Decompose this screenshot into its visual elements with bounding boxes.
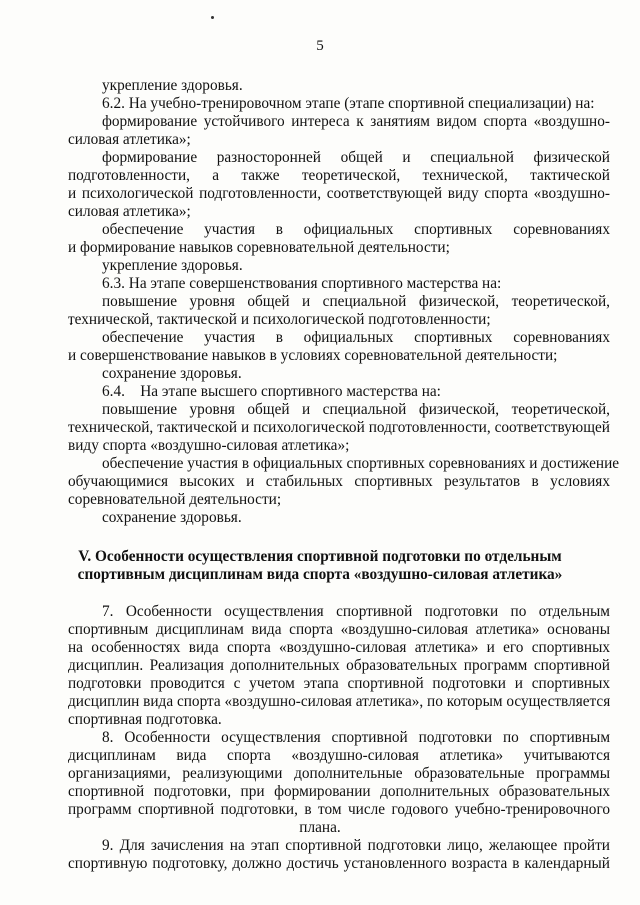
- text-line: подготовки проводится с учетом этапа спортивной подготовки и спортивных: [68, 675, 610, 692]
- text-line: и психологической подготовленности, соответствующей виду спорта «воздушно-: [68, 185, 610, 202]
- text-line: соревновательной деятельности;: [68, 491, 282, 508]
- text-line: обеспечение участия в официальных спортивных соревнованиях: [102, 221, 610, 238]
- text-line: виду спорта «воздушно-силовая атлетика»;: [68, 437, 350, 454]
- text-line: повышение уровня общей и специальной физической, теоретической,: [102, 401, 610, 418]
- text-line: 6.3. На этапе совершенствования спортивного мастерства на:: [102, 275, 502, 292]
- text-line: укрепление здоровья.: [102, 77, 243, 94]
- text-line: дисциплин вида спорта «воздушно-силовая атлетика», по которым осуществляется: [68, 693, 611, 710]
- text-line: обеспечение участия в официальных спортивных соревнованиях и достижение: [102, 455, 620, 472]
- text-line: технической, тактической и психологической подготовленности;: [68, 311, 491, 328]
- scan-speck: [211, 16, 214, 19]
- text-line: дисциплинам вида спорта «воздушно-силовая атлетика» учитываются: [68, 747, 610, 764]
- text-line: обучающимися высоких и стабильных спортивных результатов в условиях: [68, 473, 610, 490]
- text-line: спортивная подготовка.: [68, 711, 222, 728]
- text-line: 6.2. На учебно-тренировочном этапе (этапе спортивной специализации) на:: [102, 95, 595, 112]
- text-line: повышение уровня общей и специальной физической, теоретической,: [102, 293, 610, 310]
- text-line: спортивным дисциплинам вида спорта «воздушно-силовая атлетика» основаны: [68, 621, 610, 638]
- text-line: обеспечение участия в официальных спортивных соревнованиях: [102, 329, 610, 346]
- text-line: подготовленности, а также теоретической, технической, тактической: [68, 167, 610, 184]
- text-line: программ спортивной подготовки, в том числе годового учебно-тренировочного: [68, 801, 610, 818]
- text-line: и совершенствование навыков в условиях соревновательной деятельности;: [68, 347, 558, 364]
- text-line: формирование устойчивого интереса к занятиям видом спорта «воздушно-: [102, 113, 610, 130]
- text-line: сохранение здоровья.: [102, 365, 242, 382]
- text-line: технической, тактической и психологической подготовленности, соответствующей: [68, 419, 610, 436]
- text-line: силовая атлетика»;: [68, 203, 191, 220]
- text-line: укрепление здоровья.: [102, 257, 243, 274]
- text-line: 6.4. На этапе высшего спортивного мастерства на:: [102, 383, 441, 400]
- page-number: 5: [316, 38, 324, 54]
- text-line: сохранение здоровья.: [102, 509, 242, 526]
- text-line: дисциплин. Реализация дополнительных образовательных программ спортивной: [68, 657, 610, 674]
- text-line: организациями, реализующими дополнительные образовательные программы: [68, 765, 610, 782]
- text-line: силовая атлетика»;: [68, 131, 191, 148]
- text-line: 8. Особенности осуществления спортивной подготовки по спортивным: [102, 729, 610, 746]
- text-line: на особенностях вида спорта «воздушно-силовая атлетика» и его спортивных: [68, 639, 610, 656]
- text-line: спортивной подготовки, при формировании дополнительных образовательных: [68, 783, 610, 800]
- text-line: плана.: [299, 819, 341, 836]
- text-line: 7. Особенности осуществления спортивной подготовки по отдельным: [102, 603, 610, 620]
- text-line: спортивную подготовку, должно достичь установленного возраста в календарный: [68, 855, 610, 872]
- section-heading-line: спортивным дисциплинам вида спорта «воздушно-силовая атлетика»: [77, 566, 563, 583]
- section-heading-line: V. Особенности осуществления спортивной подготовки по отдельным: [78, 548, 562, 565]
- text-line: 9. Для зачисления на этап спортивной подготовки лицо, желающее пройти: [102, 837, 610, 854]
- text-line: формирование разносторонней общей и специальной физической: [102, 149, 610, 166]
- text-line: и формирование навыков соревновательной деятельности;: [68, 239, 450, 256]
